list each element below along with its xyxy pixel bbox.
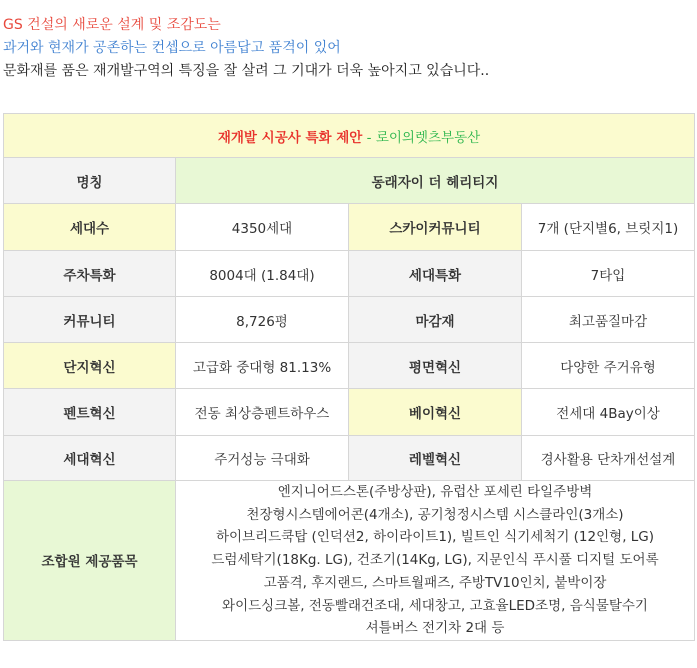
table-row [4, 389, 695, 436]
row-label: 평면혁신 [349, 343, 522, 389]
list-item: 하이브리드쿡탑 (인덕션2, 하이라이트1), 빌트인 식기세척기 (12인형, LG) [215, 529, 655, 546]
row-label: 베이혁신 [349, 389, 522, 436]
row-label: 커뮤니티 [4, 297, 176, 343]
row-value: 전동 최상층펜트하우스 [176, 389, 349, 436]
table-row [4, 436, 695, 481]
table-row [4, 297, 695, 343]
spec-table [3, 113, 695, 641]
intro-text [3, 14, 489, 83]
row-value: 최고품질마감 [522, 297, 695, 343]
row-value: 4350세대 [176, 204, 349, 251]
table-title-separator: - [362, 129, 376, 146]
list-item: 드럼세탁기(18Kg. LG), 건조기(14Kg, LG), 지문인식 푸시풀 디지털 도어록 [211, 552, 659, 569]
row-value: 경사활용 단차개선설계 [522, 436, 695, 481]
table-title-main: 재개발 시공사 특화 제안 [217, 129, 363, 146]
list-item: 엔지니어드스톤(주방상판), 유럽산 포세린 타일주방벽 [277, 484, 593, 500]
row-value: 7개 (단지별6, 브릿지1) [522, 204, 695, 251]
row-value: 다양한 주거유형 [522, 343, 695, 389]
name-row [4, 158, 695, 204]
row-value: 주거성능 극대화 [176, 436, 349, 481]
row-value: 전세대 4Bay이상 [522, 389, 695, 436]
row-label: 주차특화 [4, 251, 176, 297]
table-row [4, 343, 695, 389]
table-row [4, 204, 695, 251]
row-label: 세대수 [4, 204, 176, 251]
row-label: 펜트혁신 [4, 389, 176, 436]
intro-line-1: GS 건설의 새로운 설계 및 조감도는 [3, 17, 221, 33]
row-label: 단지혁신 [4, 343, 176, 389]
row-label: 세대특화 [349, 251, 522, 297]
intro-line-3: 문화재를 품은 재개발구역의 특징을 잘 살려 그 기대가 더욱 높아지고 있습니다.. [3, 63, 490, 79]
list-item: 와이드싱크볼, 전동빨래건조대, 세대창고, 고효율LED조명, 음식물탈수기 [222, 597, 648, 614]
intro-line-2: 과거와 현재가 공존하는 컨셉으로 아름답고 품격이 있어 [3, 40, 341, 56]
table-title-source: 로이의렛츠부동산 [375, 129, 481, 146]
row-label: 마감재 [349, 297, 522, 343]
list-item: 셔틀버스 전기차 2대 등 [365, 620, 505, 637]
row-value: 8,726평 [176, 297, 349, 343]
list-item: 천장형시스템에어콘(4개소), 공기청정시스템 시스클라인(3개소) [246, 506, 624, 523]
row-value: 7타입 [522, 251, 695, 297]
options-row [4, 481, 695, 641]
row-label: 스카이커뮤니티 [349, 204, 522, 251]
table-title [4, 114, 695, 158]
table-title-row [4, 114, 695, 158]
list-item: 고품격, 후지랜드, 스마트월패즈, 주방TV10인치, 붙박이장 [263, 574, 607, 591]
name-label: 명칭 [4, 158, 176, 204]
options-list [176, 481, 695, 641]
row-label: 세대혁신 [4, 436, 176, 481]
row-label: 레벨혁신 [349, 436, 522, 481]
row-value: 고급화 중대형 81.13% [176, 343, 349, 389]
table-row [4, 251, 695, 297]
row-value: 8004대 (1.84대) [176, 251, 349, 297]
name-value: 동래자이 더 헤리티지 [176, 158, 695, 204]
options-label: 조합원 제공품목 [4, 481, 176, 641]
